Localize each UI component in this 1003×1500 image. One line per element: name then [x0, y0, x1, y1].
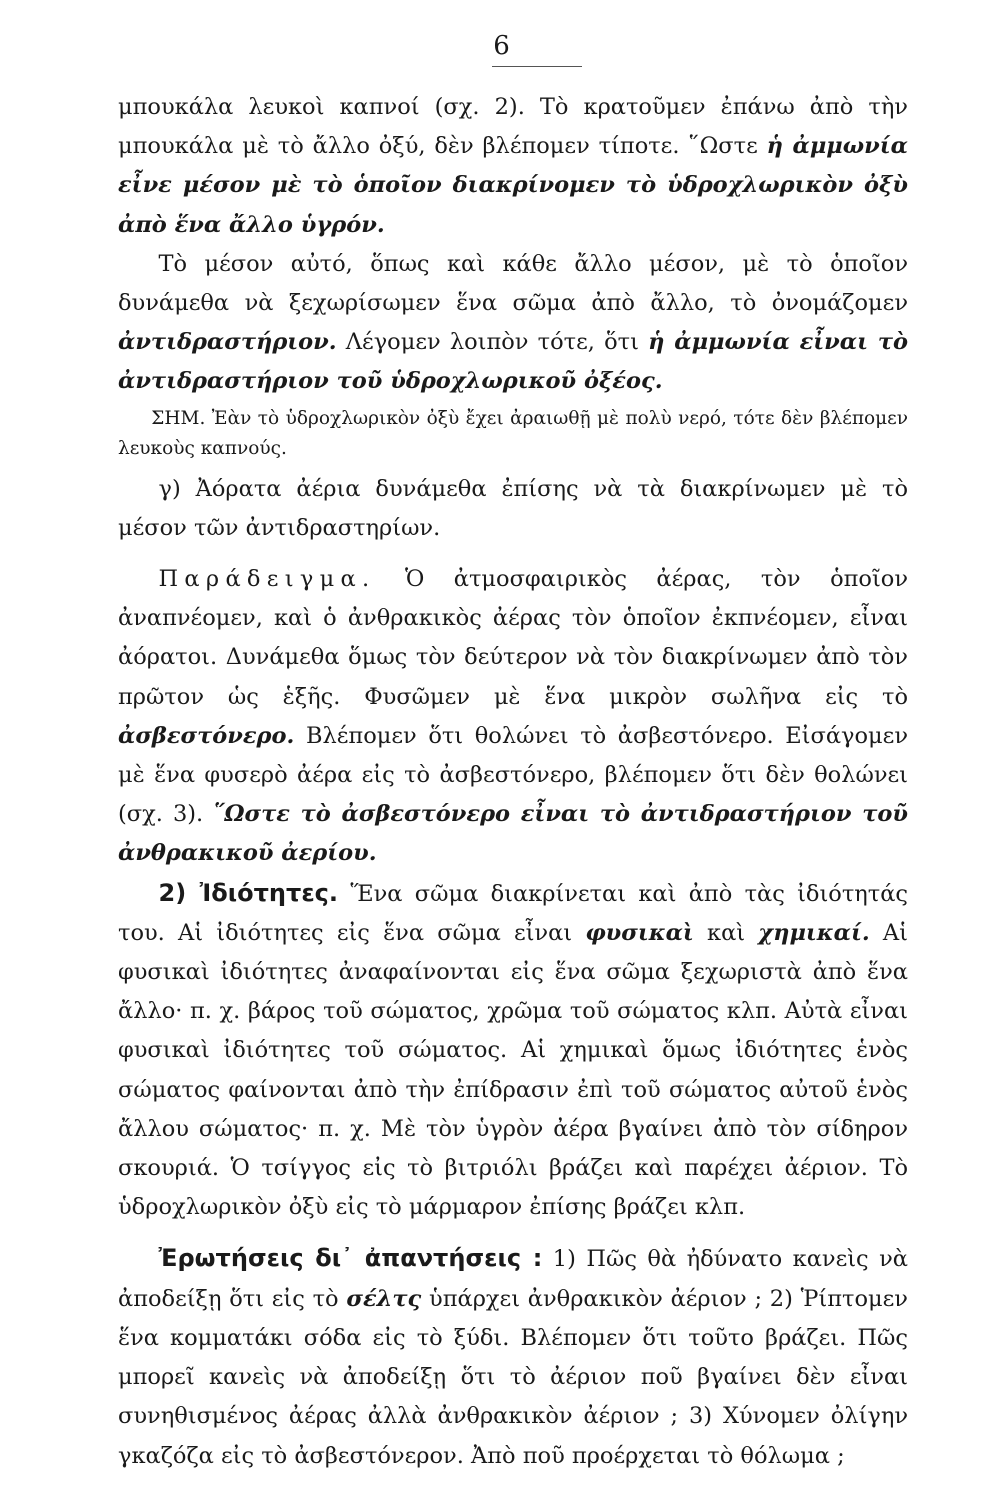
page-number-rule: [492, 66, 582, 67]
term-seltz: σέλτς: [346, 1285, 422, 1312]
paragraph-ammonia-emphasis: ἡ ἀμμωνία εἶνε μέσον μὲ τὸ ὁποῖον διακρίνομεν τὸ ὑδροχλωρικὸν ὀξὺ ἀπὸ ἕνα ἄλλο ὑγρόν.: [118, 133, 908, 238]
section-heading-properties: 2) Ἰδιότητες.: [158, 878, 339, 907]
paragraph-properties-text-3: Αἱ φυσικαὶ ἰδιότητες ἀναφαίνονται εἰς ἕνα σῶμα ξεχωριστὰ ἀπὸ ἕνα ἄλλο· π. χ. βάρος τοῦ σώματος, χρῶμα τοῦ σώματος κλπ. Αὐτὰ εἶναι φυσικαὶ ἰδιότητες τοῦ σώματος. Αἱ χημικαὶ ὅμως ἰδιότητες ἑνὸς σώματος φαίνονται ἀπὸ τὴν ἐπίδρασιν ἐπὶ τοῦ σώματος αὐτοῦ ἑνὸς ἄλλου σώματος· π. χ. Μὲ τὸν ὑγρὸν ἀέρα βγαίνει ἀπὸ τὸν σίδηρον σκουριά. Ὁ τσίγγος εἰς τὸ βιτριόλι βράζει καὶ παρέχει ἀέριον. Τὸ ὑδροχλωρικὸν ὀξὺ εἰς τὸ μάρμαρον ἐπίσης βράζει κλπ.: [118, 919, 908, 1221]
paragraph-example: [118, 560, 908, 874]
term-reagent: ἀντιδραστήριον.: [118, 329, 337, 356]
paragraph-invisible-gases: γ) Ἀόρατα ἀέρια δυνάμεθα ἐπίσης νὰ τὰ διακρίνωμεν μὲ τὸ μέσον τῶν ἀντιδραστηρίων.: [118, 475, 908, 541]
text-column: [118, 88, 908, 1476]
paragraph-questions: [118, 1239, 908, 1475]
paragraph-questions-text-2: ὑπάρχει ἀνθρακικὸν ἀέριον ; 2) Ῥίπτομεν ἕνα κομματάκι σόδα εἰς τὸ ξύδι. Βλέπομεν ὅτι τοῦτο βράζει. Πῶς μπορεῖ κανεὶς νὰ ἀποδείξῃ ὅτι τὸ ἀέριον ποῦ βγαίνει δὲν εἶναι συνηθισμένος ἀέρας ἀλλὰ ἀνθρακικὸν ἀέριον ; 3) Χύνομεν ὀλίγην γκαζόζα εἰς τὸ ἀσβεστόνερον. Ἀπὸ ποῦ προέρχεται τὸ θόλωμα ;: [118, 1285, 908, 1469]
paragraph-properties: [118, 874, 908, 1228]
paragraph-ammonia-text: μπουκάλα λευκοὶ καπνοί (σχ. 2). Τὸ κρατοῦμεν ἐπάνω ἀπὸ τὴν μπουκάλα μὲ τὸ ἄλλο ὀξύ, δὲν βλέπομεν τίποτε. ῞Ωστε: [118, 94, 908, 160]
paragraph-questions-text-1: 1) Πῶς θὰ ἠδύνατο κανεὶς νὰ ἀποδείξῃ ὅτι εἰς τὸ: [118, 1246, 908, 1312]
page-number: 6: [493, 31, 510, 61]
paragraph-reagent-text-1: Τὸ μέσον αὐτό, ὅπως καὶ κάθε ἄλλο μέσον, μὲ τὸ ὁποῖον δυνάμεθα νὰ ξεχωρίσωμεν ἕνα σῶμα ἀπὸ ἄλλο, τὸ ὀνομάζομεν: [118, 250, 908, 317]
note-paragraph: ΣΗΜ. Ἐὰν τὸ ὑδροχλωρικὸν ὀξὺ ἔχει ἀραιωθῇ μὲ πολὺ νερό, τότε δὲν βλέπομεν λευκοὺς καπνούς.: [118, 407, 908, 459]
paragraph-example-text-2: Βλέπομεν ὅτι θολώνει τὸ ἀσβεστόνερο. Εἰσάγομεν μὲ ἕνα φυσερὸ ἀέρα εἰς τὸ ἀσβεστόνερο, βλέπομεν ὅτι δὲν θολώνει (σχ. 3).: [118, 722, 908, 828]
paragraph-example-text-1: Ὁ ἀτμοσφαιρικὸς ἀέρας, τὸν ὁποῖον ἀναπνέομεν, καὶ ὁ ἀνθρακικὸς ἀέρας τὸν ὁποῖον ἐκπνέομεν, εἶναι ἀόρατοι. Δυνάμεθα ὅμως τὸν δεύτερον νὰ τὸν διακρίνωμεν ἀπὸ τὸν πρῶτον ὡς ἑξῆς. Φυσῶμεν μὲ ἕνα μικρὸν σωλῆνα εἰς τὸ: [118, 566, 908, 710]
paragraph-reagent-emphasis: ἡ ἀμμωνία εἶναι τὸ ἀντιδραστήριον τοῦ ὑδροχλωρικοῦ ὀξέος.: [118, 329, 908, 395]
paragraph-ammonia: [118, 88, 908, 245]
paragraph-reagent-text-2: Λέγομεν λοιπὸν τότε, ὅτι: [336, 329, 649, 356]
example-label: Παράδειγμα.: [158, 566, 376, 593]
paragraph-example-emphasis: ῞Ωστε τὸ ἀσβεστόνερο εἶναι τὸ ἀντιδραστήριον τοῦ ἀνθρακικοῦ ἀερίου.: [118, 801, 908, 867]
section-heading-questions: Ἐρωτήσεις δι᾽ ἀπαντήσεις :: [158, 1244, 543, 1273]
term-physical: φυσικαὶ: [585, 919, 694, 946]
paragraph-properties-text-1: Ἕνα σῶμα διακρίνεται καὶ ἀπὸ τὰς ἰδιότητάς του. Αἱ ἰδιότητες εἰς ἕνα σῶμα εἶναι: [118, 880, 909, 946]
term-limewater: ἀσβεστόνερο.: [118, 722, 295, 749]
term-chemical: χημικαί.: [758, 919, 870, 946]
paragraph-reagent: [118, 245, 908, 402]
paragraph-properties-text-2: καὶ: [693, 919, 759, 946]
